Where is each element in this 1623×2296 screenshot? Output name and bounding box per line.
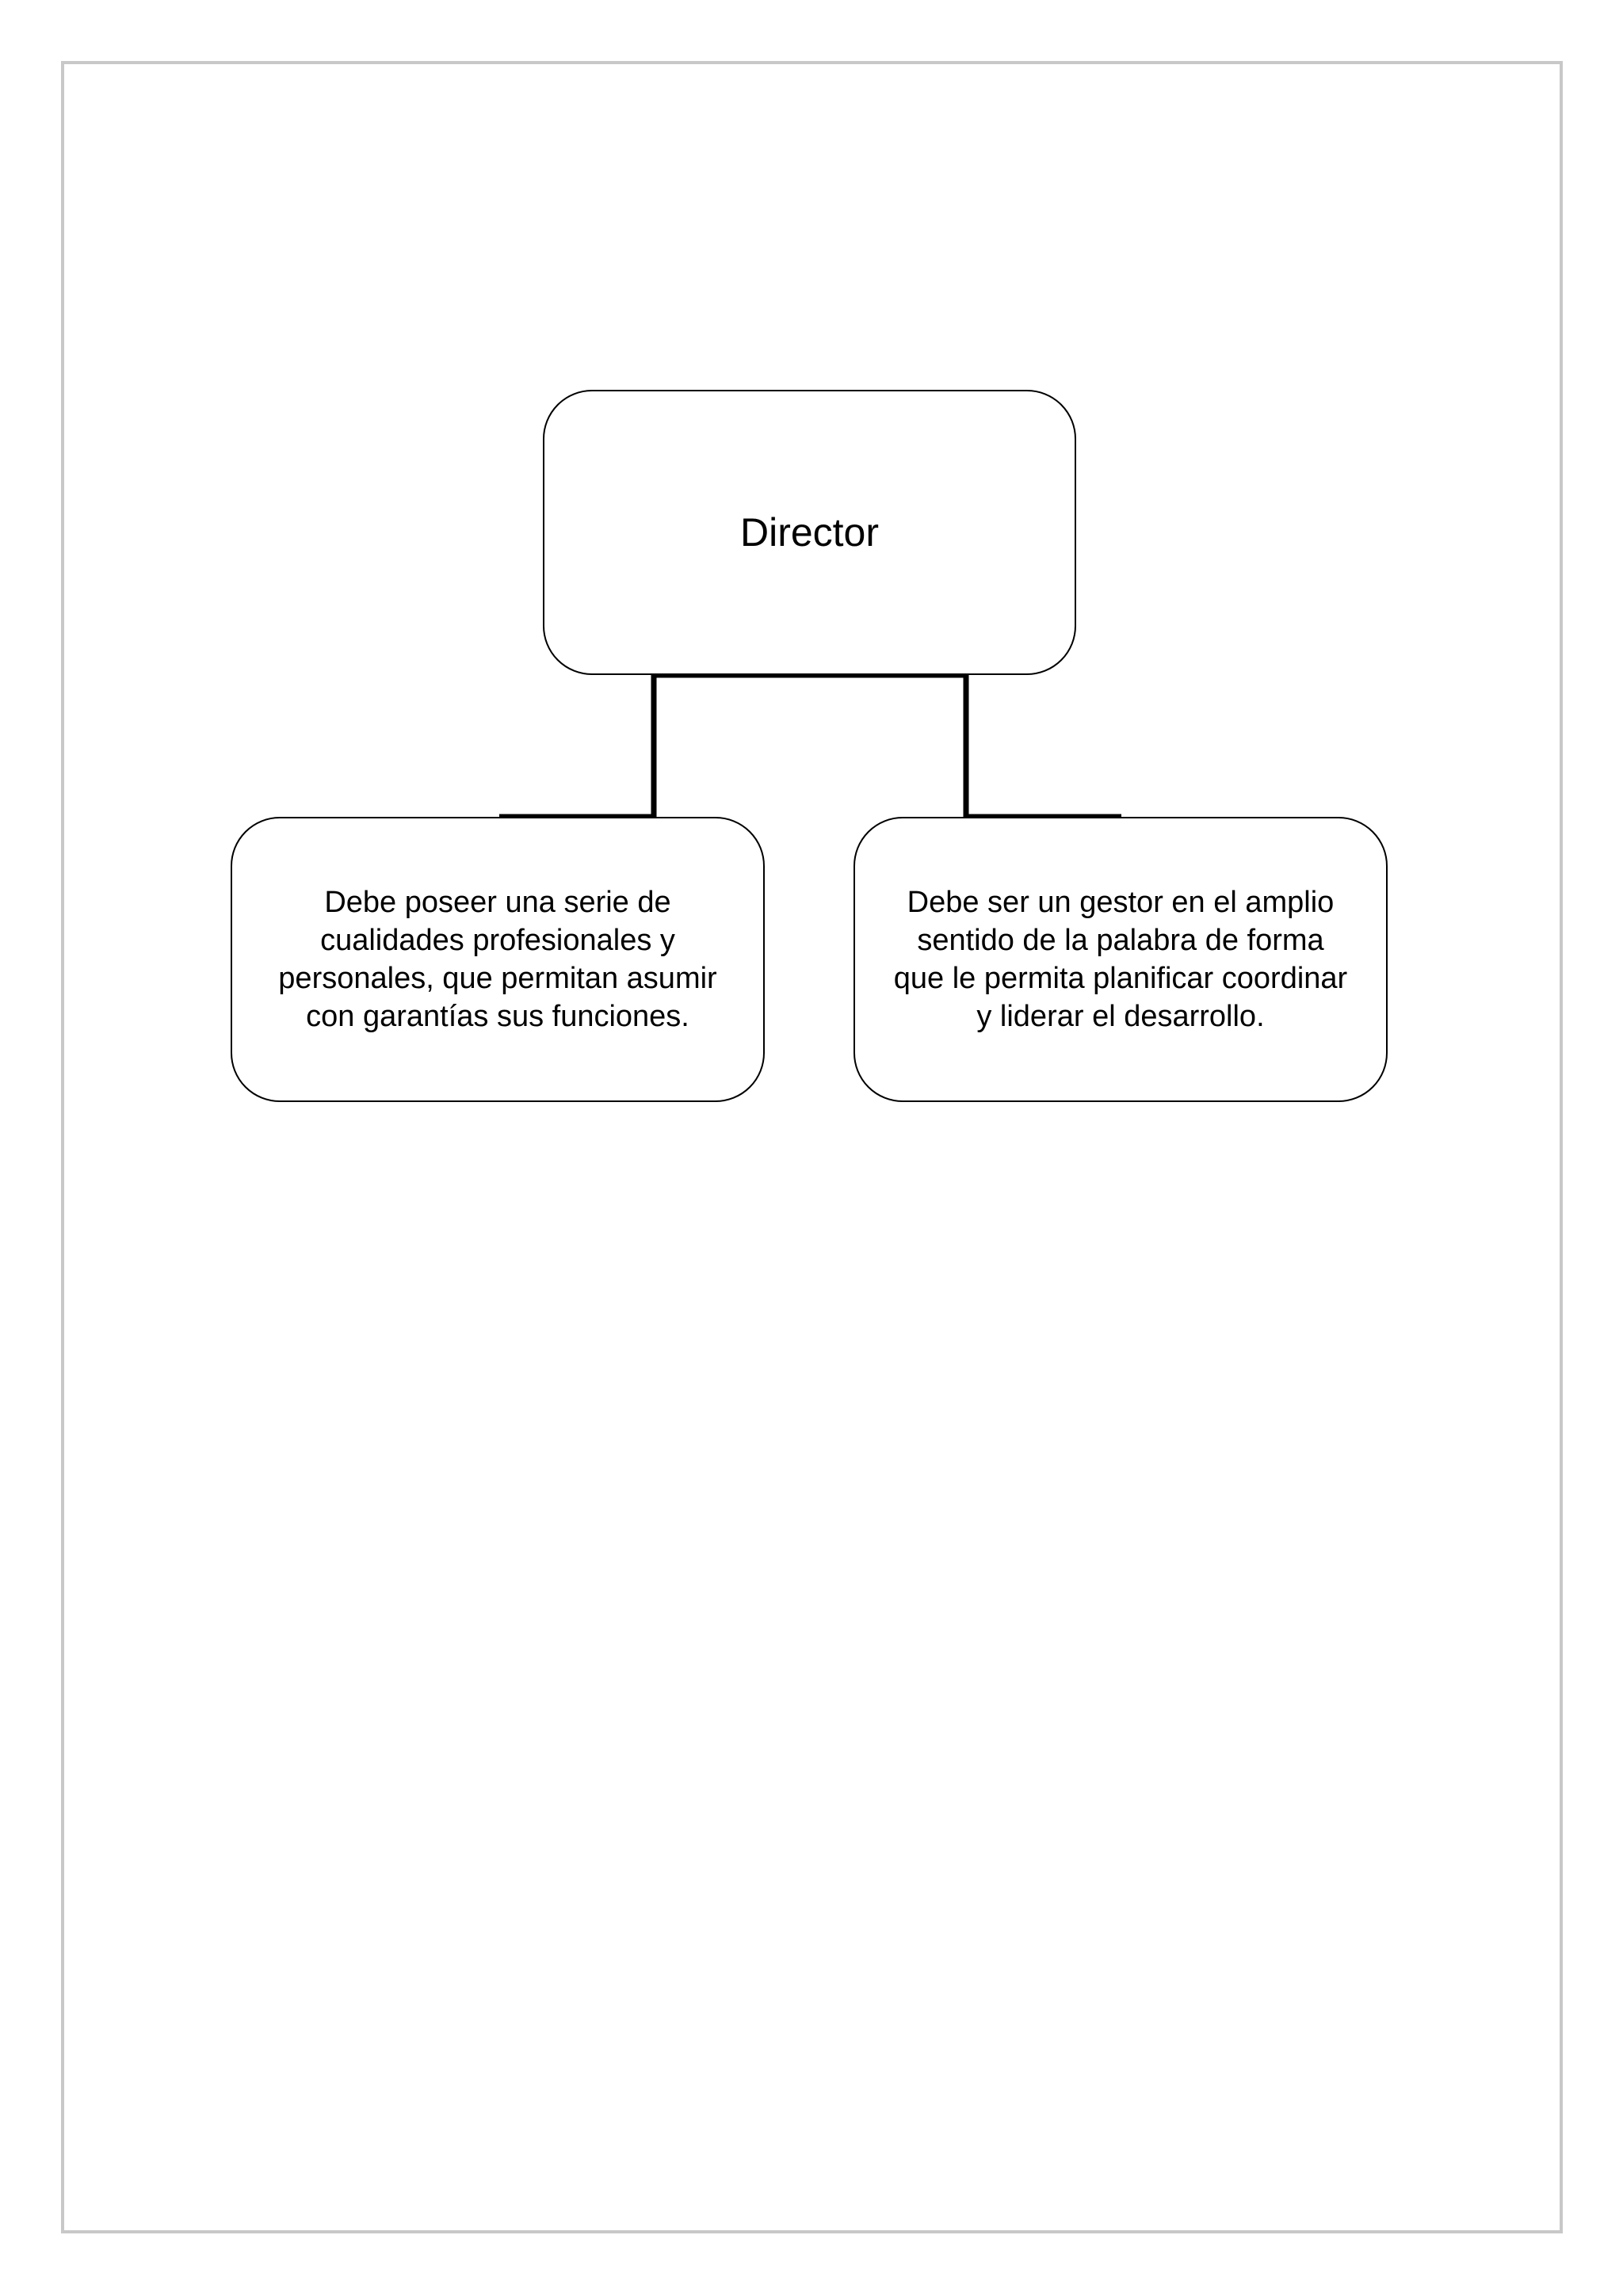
root-node-director	[543, 390, 1076, 675]
child-node-text: Debe ser un gestor en el amplio sentido de la palabra de forma que le permita planificar coordinar y liderar el desarrollo.	[893, 886, 1348, 1033]
child-node-manager	[854, 817, 1388, 1102]
child-node-text: Debe poseer una serie de cualidades profesionales y personales, que permitan asumir con garantías sus funciones.	[278, 886, 717, 1033]
connector-root-to-left	[499, 675, 1121, 817]
root-node-label: Director	[739, 510, 880, 555]
child-node-qualities	[231, 817, 765, 1102]
